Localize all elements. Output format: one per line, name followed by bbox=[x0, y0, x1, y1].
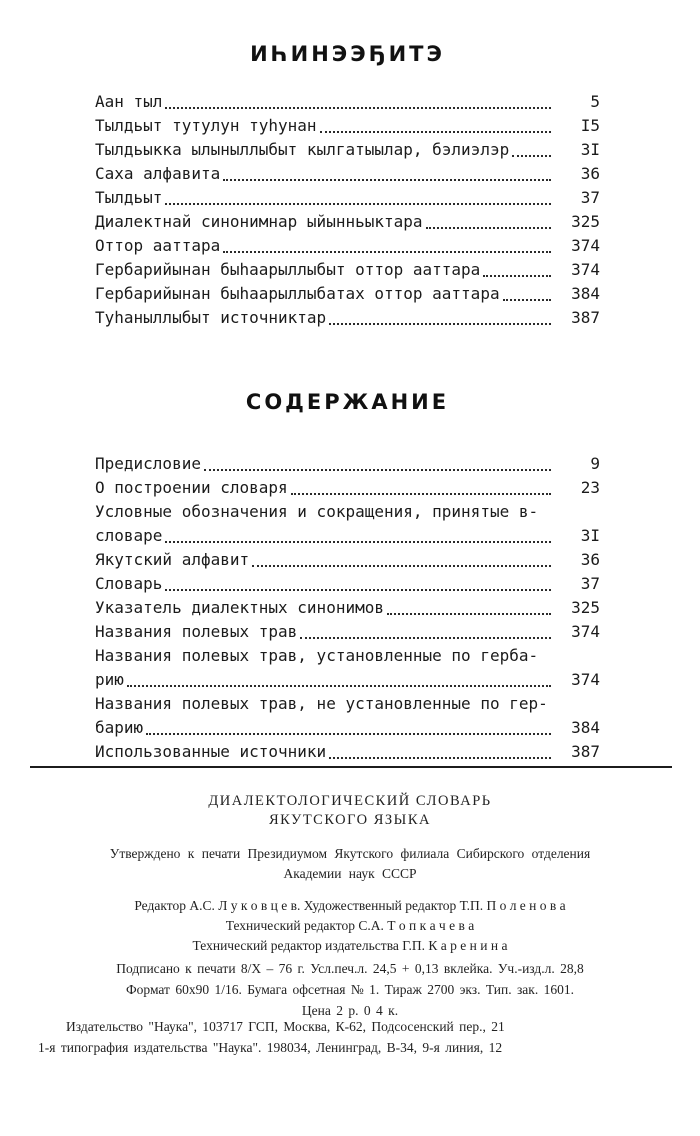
toc-row bbox=[95, 596, 600, 620]
toc-page-number: 37 bbox=[580, 188, 600, 207]
toc-page-number: 374 bbox=[571, 622, 600, 641]
colophon-approval-note bbox=[0, 844, 700, 884]
colophon-book-title bbox=[0, 792, 700, 830]
toc-entry-label: Оттор ааттара bbox=[95, 236, 221, 255]
toc-entry-label: Якутский алфавит bbox=[95, 550, 250, 569]
toc-row bbox=[95, 162, 600, 186]
leader-dots bbox=[503, 299, 551, 301]
colophon-line: Редактор А.С. Л у к о в ц е в. Художественный редактор Т.П. П о л е н о в а bbox=[134, 898, 566, 913]
toc-page-number: 36 bbox=[580, 550, 600, 569]
toc-entry-label: Указатель диалектных синонимов bbox=[95, 598, 384, 617]
toc-entry-label: Условные обозначения и сокращения, принятые в- bbox=[95, 502, 539, 521]
toc-row bbox=[95, 452, 600, 476]
colophon-divider-rule bbox=[30, 766, 672, 768]
toc-page-number: 9 bbox=[590, 454, 600, 473]
leader-dots bbox=[512, 155, 551, 157]
toc-row bbox=[95, 740, 600, 764]
leader-dots bbox=[252, 565, 551, 567]
toc-row bbox=[95, 644, 600, 668]
toc-page-number: 374 bbox=[571, 260, 600, 279]
toc-entry-label: Названия полевых трав, не установленные по гер- bbox=[95, 694, 548, 713]
toc-entry-label: Туһаныллыбыт источниктар bbox=[95, 308, 327, 327]
toc-row bbox=[95, 548, 600, 572]
leader-dots bbox=[165, 541, 551, 543]
toc-row bbox=[95, 282, 600, 306]
toc-entry-label: словаре bbox=[95, 526, 163, 545]
yakut-contents-title: ИҺИНЭЭҔИТЭ bbox=[250, 42, 445, 66]
toc-page-number: 387 bbox=[571, 742, 600, 761]
leader-dots bbox=[127, 685, 551, 687]
colophon-line: Академии наук СССР bbox=[283, 866, 417, 881]
toc-page-number: I5 bbox=[580, 116, 600, 135]
toc-row bbox=[95, 114, 600, 138]
toc-entry-label: Тылдьыт bbox=[95, 188, 163, 207]
toc-row bbox=[95, 258, 600, 282]
toc-row bbox=[95, 572, 600, 596]
toc-page-number: 36 bbox=[580, 164, 600, 183]
colophon-line: ДИАЛЕКТОЛОГИЧЕСКИЙ СЛОВАРЬ bbox=[208, 793, 492, 809]
toc-page-number: 374 bbox=[571, 236, 600, 255]
toc-row bbox=[95, 234, 600, 258]
toc-row bbox=[95, 210, 600, 234]
toc-page-number: 384 bbox=[571, 718, 600, 737]
leader-dots bbox=[146, 733, 551, 735]
toc-entry-label: Гербарийынан быһаарыллыбыт оттор ааттара bbox=[95, 260, 481, 279]
toc-row bbox=[95, 306, 600, 330]
toc-page-number: 3I bbox=[580, 140, 600, 159]
toc-entry-label: Гербарийынан быһаарыллыбатах оттор ааттара bbox=[95, 284, 500, 303]
toc-row bbox=[95, 476, 600, 500]
colophon-line: Цена 2 р. 0 4 к. bbox=[301, 1003, 399, 1018]
toc-page-number: 37 bbox=[580, 574, 600, 593]
leader-dots bbox=[320, 131, 551, 133]
toc-entry-label: Саха алфавита bbox=[95, 164, 221, 183]
colophon-line: 1-я типография издательства "Наука". 198034, Ленинград, В-34, 9-я линия, 12 bbox=[38, 1040, 503, 1055]
russian-contents-title: СОДЕРЖАНИЕ bbox=[245, 390, 450, 414]
toc-entry-label: Названия полевых трав bbox=[95, 622, 298, 641]
toc-entry-label: Диалектнай синонимнар ыйынньыктара bbox=[95, 212, 423, 231]
leader-dots bbox=[165, 107, 551, 109]
leader-dots bbox=[291, 493, 551, 495]
toc-row bbox=[95, 524, 600, 548]
toc-page-number: 325 bbox=[571, 212, 600, 231]
leader-dots bbox=[300, 637, 551, 639]
toc-entry-label: Аан тыл bbox=[95, 92, 163, 111]
leader-dots bbox=[426, 227, 551, 229]
toc-entry-label: Названия полевых трав, установленные по герба- bbox=[95, 646, 539, 665]
colophon-line: Технический редактор издательства Г.П. К а р е н и н а bbox=[192, 938, 508, 953]
toc-row bbox=[95, 186, 600, 210]
toc-page-number: 5 bbox=[590, 92, 600, 111]
toc-row bbox=[95, 138, 600, 162]
colophon-line: Подписано к печати 8/X – 76 г. Усл.печ.л. 24,5 + 0,13 вклейка. Уч.-изд.л. 28,8 bbox=[116, 961, 584, 976]
toc-page-number: 23 bbox=[580, 478, 600, 497]
toc-row bbox=[95, 716, 600, 740]
colophon-line: Издательство "Наука", 103717 ГСП, Москва, К-62, Подсосенский пер., 21 bbox=[66, 1019, 505, 1034]
leader-dots bbox=[204, 469, 551, 471]
toc-row bbox=[95, 668, 600, 692]
colophon-line: Утверждено к печати Президиумом Якутского филиала Сибирского отделения bbox=[109, 846, 591, 861]
toc-row bbox=[95, 620, 600, 644]
russian-contents-list bbox=[95, 452, 600, 764]
toc-page-number: 325 bbox=[571, 598, 600, 617]
toc-entry-label: рию bbox=[95, 670, 124, 689]
toc-entry-label: Тылдьыкка ылыныллыбыт кылгатыылар, бэлиэлэр bbox=[95, 140, 510, 159]
toc-entry-label: Предисловие bbox=[95, 454, 201, 473]
toc-page-number: 374 bbox=[571, 670, 600, 689]
colophon-line: Технический редактор С.А. Т о п к а ч е в а bbox=[225, 918, 475, 933]
colophon-editors-block bbox=[0, 896, 700, 956]
toc-entry-label: Словарь bbox=[95, 574, 163, 593]
toc-row bbox=[95, 90, 600, 114]
toc-entry-label: барию bbox=[95, 718, 144, 737]
leader-dots bbox=[165, 589, 551, 591]
toc-entry-label: Использованные источники bbox=[95, 742, 327, 761]
colophon-print-info-block bbox=[0, 958, 700, 1021]
leader-dots bbox=[223, 251, 551, 253]
toc-row bbox=[95, 692, 600, 716]
toc-page-number: 387 bbox=[571, 308, 600, 327]
yakut-contents-list bbox=[95, 90, 600, 330]
toc-page-number: 3I bbox=[580, 526, 600, 545]
colophon-publisher-block bbox=[0, 1016, 700, 1058]
leader-dots bbox=[165, 203, 551, 205]
leader-dots bbox=[387, 613, 551, 615]
leader-dots bbox=[483, 275, 551, 277]
colophon-line: Формат 60х90 1/16. Бумага офсетная № 1. Тираж 2700 экз. Тип. зак. 1601. bbox=[126, 982, 574, 997]
leader-dots bbox=[329, 757, 551, 759]
toc-entry-label: Тылдьыт тутулун туһунан bbox=[95, 116, 317, 135]
toc-page-number: 384 bbox=[571, 284, 600, 303]
leader-dots bbox=[223, 179, 551, 181]
colophon-line: ЯКУТСКОГО ЯЗЫКА bbox=[269, 812, 431, 828]
toc-row bbox=[95, 500, 600, 524]
leader-dots bbox=[329, 323, 551, 325]
toc-entry-label: О построении словаря bbox=[95, 478, 288, 497]
